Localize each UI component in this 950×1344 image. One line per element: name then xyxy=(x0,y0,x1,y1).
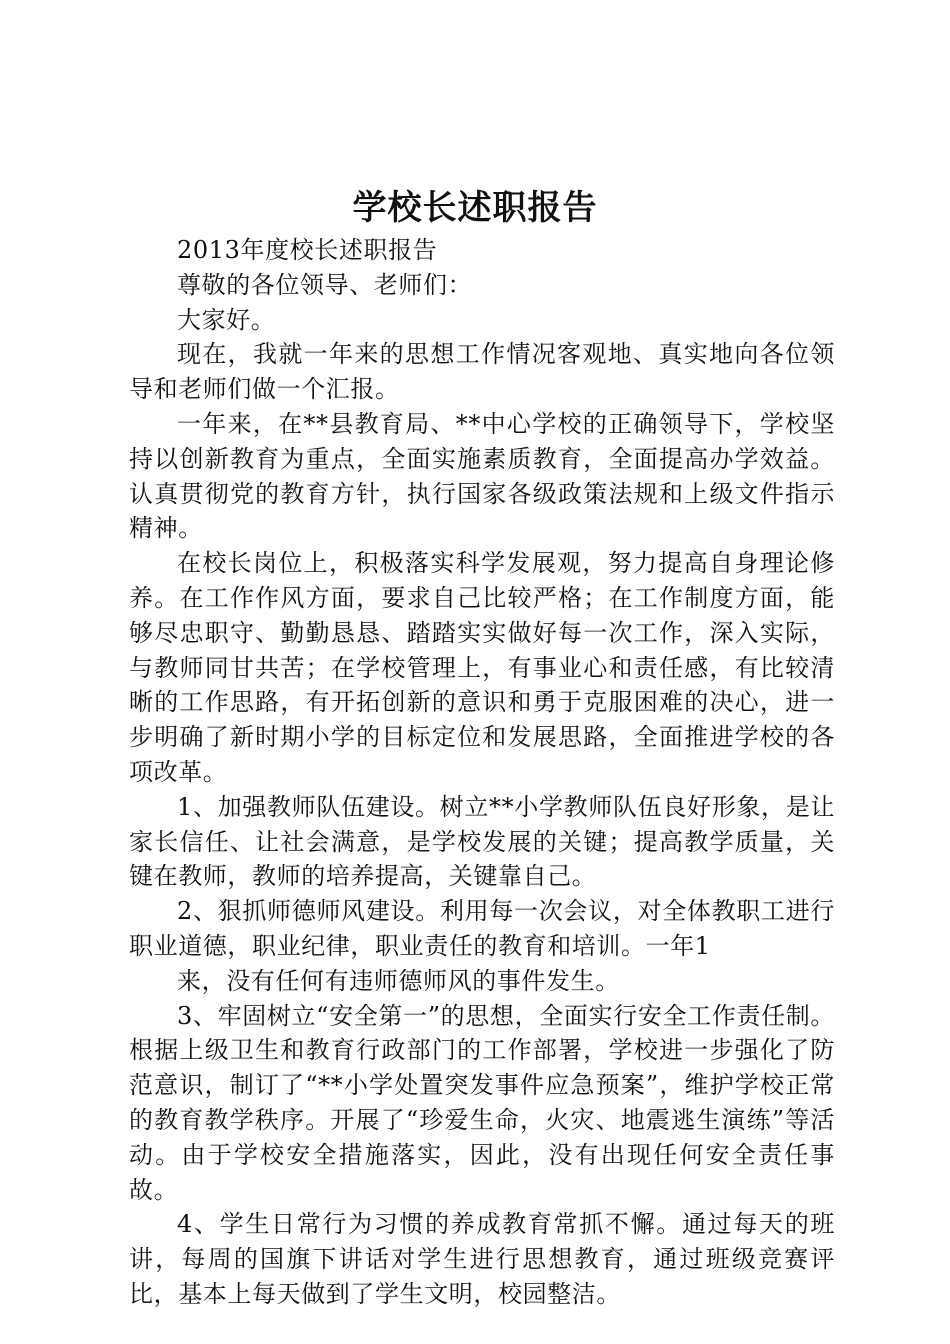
salutation: 尊敬的各位领导、老师们： xyxy=(177,270,473,299)
document-body xyxy=(129,233,835,1312)
intro-paragraph: 现在，我就一年来的思想工作情况客观地、真实地向各位领导和老师们做一个汇报。 xyxy=(129,340,835,404)
report-heading-line: 2013年度校长述职报告 xyxy=(177,236,438,264)
document-title: 学校长述职报告 xyxy=(352,188,598,228)
item-2-continuation: 来，没有任何有违师德师风的事件发生。 xyxy=(177,966,620,995)
principal-role-paragraph: 在校长岗位上，积极落实科学发展观，努力提高自身理论修养。在工作作风方面，要求自己比较严格；在工作制度方面，能够尽忠职守、勤勤恳恳、踏踏实实做好每一次工作，深入实际，与教师同甘共苦；在学校管理上，有事业心和责任感，有比较清晰的工作思路，有开拓创新的意识和勇于克服困难的决心，进一步明确了新时期小学的目标定位和发展思路，全面推进学校的各项改革。 xyxy=(129,549,835,786)
item-2-paragraph: 2、狠抓师德师风建设。利用每一次会议，对全体教职工进行职业道德，职业纪律，职业责任的教育和培训。一年1 xyxy=(129,897,835,960)
item-1-paragraph: 1、加强教师队伍建设。树立**小学教师队伍良好形象，是让家长信任、让社会满意，是学校发展的关键；提高教学质量，关键在教师，教师的培养提高，关键靠自己。 xyxy=(129,792,835,891)
item-4-paragraph: 4、学生日常行为习惯的养成教育常抓不懈。通过每天的班讲，每周的国旗下讲话对学生进行思想教育，通过班级竞赛评比，基本上每天做到了学生文明，校园整洁。 xyxy=(129,1210,835,1308)
greeting: 大家好。 xyxy=(177,305,276,334)
item-3-paragraph: 3、牢固树立“安全第一”的思想，全面实行安全工作责任制。根据上级卫生和教育行政部门的工作部署，学校进一步强化了防范意识，制订了“**小学处置突发事件应急预案”，维护学校正常的教育教学秩序。开展了“珍爱生命，火灾、地震逃生演练”等活动。由于学校安全措施落实，因此，没有出现任何安全责任事故。 xyxy=(129,1001,835,1204)
overview-paragraph: 一年来，在**县教育局、**中心学校的正确领导下，学校坚持以创新教育为重点，全面实施素质教育，全面提高办学效益。认真贯彻党的教育方针，执行国家各级政策法规和上级文件指示精神。 xyxy=(129,409,835,543)
